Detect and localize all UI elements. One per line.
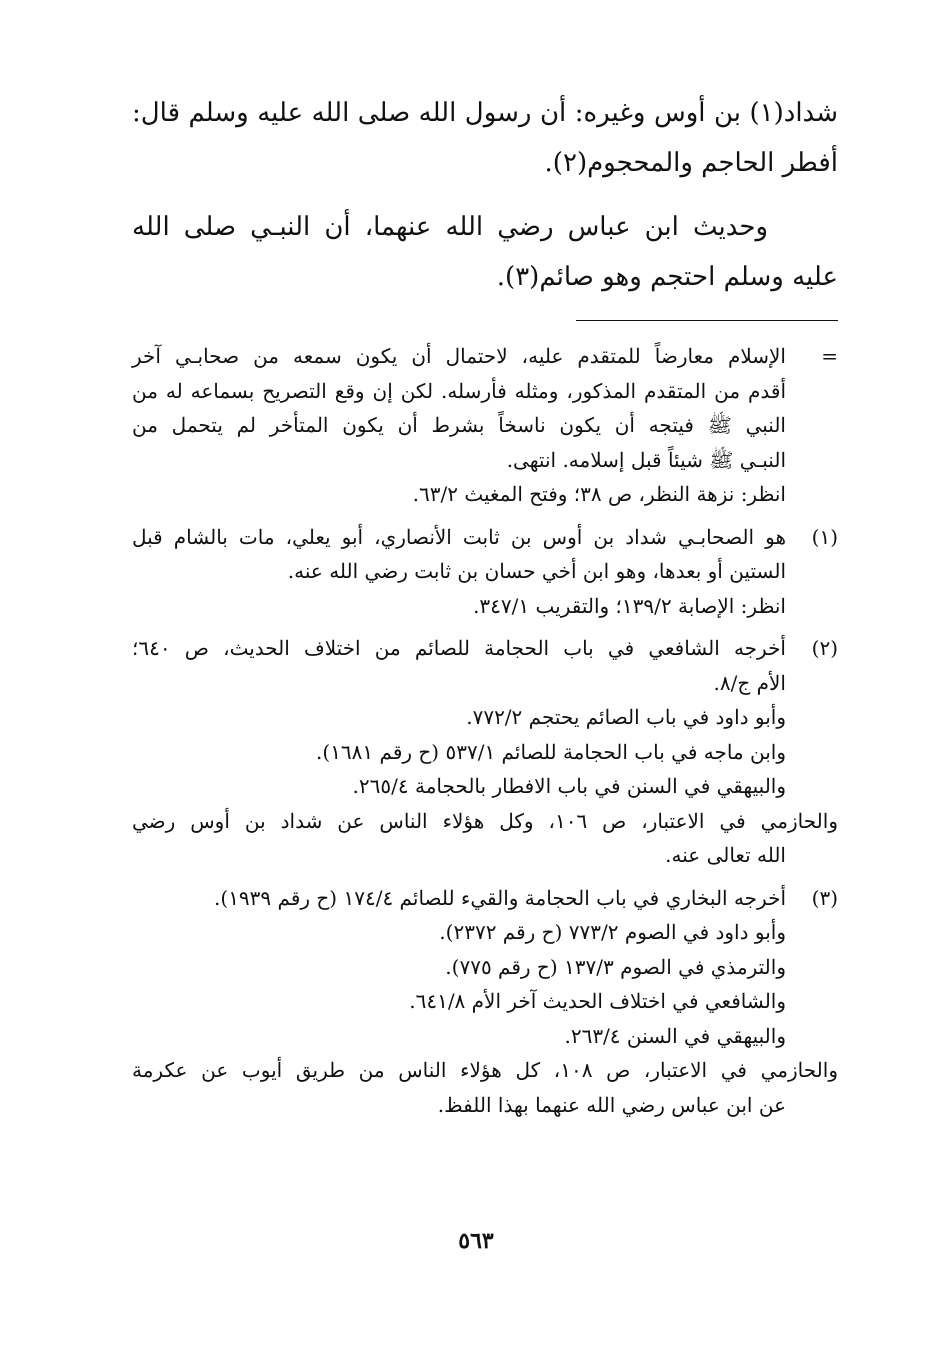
main-text xyxy=(132,88,838,302)
footnote-line: الستين أو بعدها، وهو ابن أخي حسان بن ثابت رضي الله عنه. xyxy=(287,559,786,583)
footnote-line: والشافعي في اختلاف الحديث آخر الأم ٦٤١/٨. xyxy=(409,989,786,1013)
footnote-line: والحازمي في الاعتبار، ص ١٠٦، وكل هؤلاء الناس عن شداد بن أوس رضي xyxy=(132,808,838,833)
footnote-line: وأبو داود في باب الصائم يحتجم ٧٧٢/٢. xyxy=(466,705,786,729)
footnote-line: النبـي ﷺ شيئاً قبل إسلامه. انتهى. xyxy=(506,447,786,472)
page-content xyxy=(132,88,838,1130)
footnote-marker: (٣) xyxy=(811,885,838,910)
footnote-3 xyxy=(132,881,838,1123)
footnote-continuation xyxy=(132,339,838,512)
footnote-line: الله تعالى عنه. xyxy=(665,843,786,867)
footnote-line: عن ابن عباس رضي الله عنهما بهذا اللفظ. xyxy=(437,1092,786,1117)
footnote-body xyxy=(132,631,838,873)
footnote-line: أخرجه الشافعي في باب الحجامة للصائم من اختلاف الحديث، ص ٦٤٠؛ xyxy=(132,636,786,660)
footnote-line: انظر: الإصابة ١٣٩/٢؛ والتقريب ٣٤٧/١. xyxy=(473,593,786,618)
footnote-line: الأم ج/٨. xyxy=(713,670,786,695)
main-paragraph-2: وحديث ابن عباس رضي الله عنهما، أن النبـي صلى الله عليه وسلم احتجم وهو صائم(٣). xyxy=(132,212,838,292)
footnote-2 xyxy=(132,631,838,873)
footnote-marker: (١) xyxy=(811,524,838,549)
footnote-line: هو الصحابـي شداد بن أوس بن ثابت الأنصاري، أبو يعلي، مات بالشام قبل xyxy=(132,524,786,549)
footnote-line: والبيهقي في السنن ٢٦٣/٤. xyxy=(564,1023,786,1048)
footnote-1 xyxy=(132,520,838,624)
footnote-line: والترمذي في الصوم ١٣٧/٣ (ح رقم ٧٧٥). xyxy=(445,954,786,979)
footnote-body xyxy=(132,520,786,624)
footnote-line: والحازمي في الاعتبار، ص ١٠٨، كل هؤلاء الناس من طريق أيوب عن عكرمة xyxy=(132,1058,838,1082)
footnote-line: انظر: نزهة النظر، ص ٣٨؛ وفتح المغيث ٦٣/٢. xyxy=(412,482,786,506)
footnote-line: النبي ﷺ فيتجه أن يكون ناسخاً بشرط أن يكون المتأخر لم يتحمل من xyxy=(132,413,786,437)
footnote-body xyxy=(132,881,838,1123)
footnote-line: وابن ماجه في باب الحجامة للصائم ٥٣٧/١ (ح رقم ١٦٨١). xyxy=(316,739,786,764)
footnotes xyxy=(132,339,838,1122)
page-number: ٥٦٣ xyxy=(458,1228,494,1254)
footnote-line: الإسلام معارضاً للمتقدم عليه، لاحتمال أن يكون سمعه من صحابـي آخر xyxy=(132,344,786,368)
footnote-line: وأبو داود في الصوم ٧٧٣/٢ (ح رقم ٢٣٧٢). xyxy=(439,920,786,944)
footnote-body xyxy=(132,339,786,512)
main-paragraph-1: شداد(١) بن أوس وغيره: أن رسول الله صلى الله عليه وسلم قال: أفطر الحاجم والمحجوم(٢). xyxy=(132,98,838,178)
footnote-marker: (٢) xyxy=(811,636,838,660)
footnote-separator xyxy=(576,320,838,321)
footnote-marker: = xyxy=(821,344,838,368)
footnote-line: أقدم من المتقدم المذكور، ومثله فأرسله. لكن إن وقع التصريح بسماعه له من xyxy=(132,378,786,403)
footnote-line: والبيهقي في السنن في باب الافطار بالحجامة ٢٦٥/٤. xyxy=(352,774,786,798)
footnote-line: أخرجه البخاري في باب الحجامة والقيء للصائم ١٧٤/٤ (ح رقم ١٩٣٩). xyxy=(214,885,786,910)
